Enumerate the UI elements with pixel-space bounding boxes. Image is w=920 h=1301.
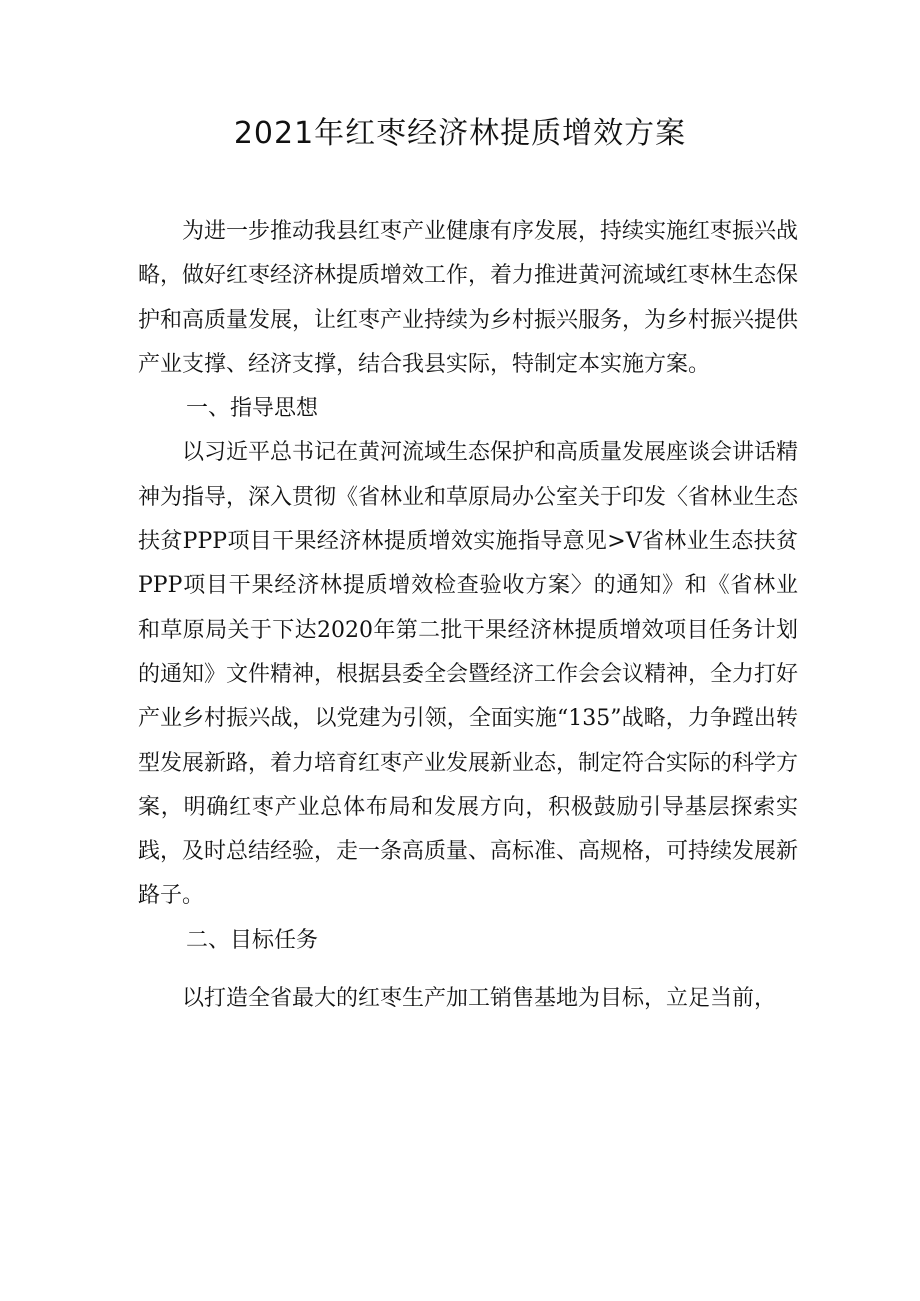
intro-paragraph: 为进一步推动我县红枣产业健康有序发展，持续实施红枣振兴战略，做好红枣经济林提质增效工作，着力推进黄河流域红枣林生态保护和高质量发展，让红枣产业持续为乡村振兴服务，为乡村振兴提供产业支撑、经济支撑，结合我县实际，特制定本实施方案。: [138, 219, 799, 377]
guiding-ideology-paragraph: 以习近平总书记在黄河流域生态保护和高质量发展座谈会讲话精神为指导，深入贯彻《省林业和草原局办公室关于印发〈省林业生态扶贫PPP项目干果经济林提质增效实施指导意见>V省林业生态扶贫PPP项目干果经济林提质增效检查验收方案〉的通知》和《省林业和草原局关于下达2020年第二批干果经济林提质增效项目任务计划的通知》文件精神，根据县委全会暨经济工作会会议精神，全力打好产业乡村振兴战，以党建为引领，全面实施“135”战略，力争蹚出转型发展新路，着力培育红枣产业发展新业态，制定符合实际的科学方案，明确红枣产业总体布局和发展方向，积极鼓励引导基层探索实践，及时总结经验，走一条高质量、高标准、高规格，可持续发展新路子。: [138, 440, 799, 909]
document-body: [138, 210, 798, 1021]
document-title: 2021年红枣经济林提质增效方案: [233, 116, 687, 151]
goals-tasks-paragraph: 以打造全省最大的红枣生产加工销售基地为目标，立足当前，: [182, 986, 777, 1012]
section-heading-goals-tasks: 二、目标任务: [186, 927, 319, 953]
section-heading-guiding-ideology: 一、指导思想: [186, 396, 319, 422]
